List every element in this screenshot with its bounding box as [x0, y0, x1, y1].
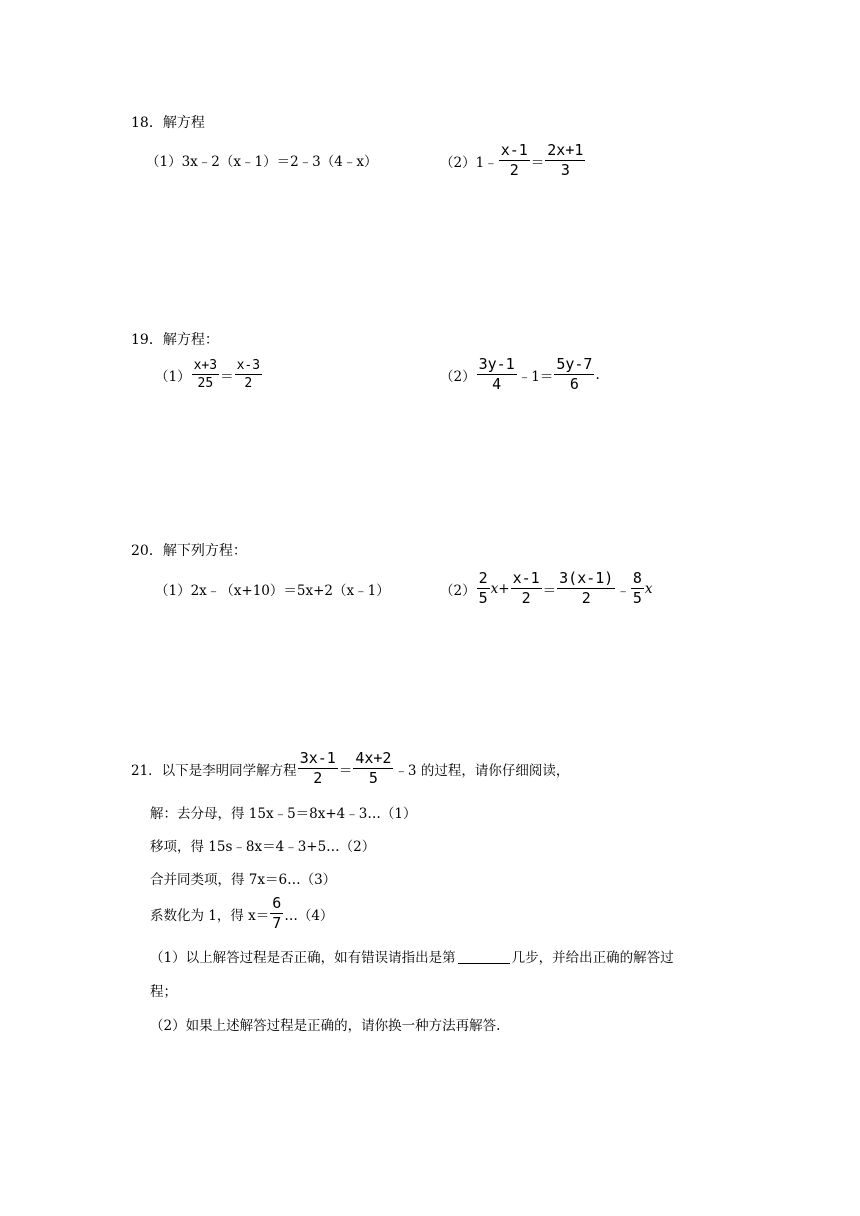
- numerator: 8: [632, 569, 642, 587]
- q19-part2: [440, 356, 600, 393]
- fraction: [298, 750, 338, 787]
- fraction: [631, 570, 644, 607]
- q19-part1: [155, 358, 263, 391]
- denominator: 5: [478, 589, 488, 607]
- numerator: x-1: [512, 569, 540, 587]
- q18-part1: （1）3x﹣2（x﹣1）＝2﹣3（4﹣x）: [146, 154, 378, 170]
- q21-title-prefix: 21．以下是李明同学解方程: [131, 762, 297, 779]
- fraction: [557, 570, 615, 607]
- denominator: 2: [244, 376, 253, 391]
- numerator: 2x+1: [547, 141, 584, 159]
- denominator: 6: [569, 375, 579, 393]
- fraction: [192, 358, 219, 391]
- period: .: [595, 366, 600, 383]
- denominator: 25: [197, 376, 214, 391]
- q21-step-2: 移项，得 15s﹣8x＝4﹣3+5…（2）: [150, 839, 376, 855]
- equals-sign: ＝: [338, 762, 353, 779]
- numerator: x+3: [193, 358, 218, 373]
- denominator: 4: [492, 375, 502, 393]
- q20-part2-prefix: （2）: [440, 582, 476, 599]
- question-21-title: [131, 750, 569, 787]
- q21-sub1-text-a: （1）以上解答过程是否正确，如有错误请指出是第: [150, 950, 456, 966]
- q19-part2-prefix: （2）: [440, 368, 476, 385]
- numerator: 3x-1: [299, 749, 336, 767]
- q21-subquestion-1-cont: 程；: [150, 984, 177, 1000]
- q21-step-4: [150, 895, 333, 932]
- denominator: 7: [272, 914, 282, 932]
- question-19-title: 19．解方程：: [131, 332, 219, 348]
- fraction: [511, 570, 542, 607]
- denominator: 5: [632, 589, 642, 607]
- fraction: [477, 570, 490, 607]
- fraction: [554, 356, 594, 393]
- numerator: 3y-1: [478, 355, 515, 373]
- q21-subquestion-2: （2）如果上述解答过程是正确的，请你换一种方法再解答.: [150, 1018, 501, 1034]
- q21-step-1: 解：去分母，得 15x﹣5＝8x+4﹣3…（1）: [150, 806, 417, 822]
- numerator: 5y-7: [556, 355, 593, 373]
- numerator: 3(x-1): [559, 569, 614, 587]
- denominator: 2: [581, 589, 591, 607]
- q18-part2-prefix: （2）1﹣: [440, 154, 498, 171]
- q18-part2: [440, 142, 586, 179]
- denominator: 2: [313, 769, 323, 787]
- variable-x: x: [644, 580, 653, 597]
- q19-part1-prefix: （1）: [155, 368, 191, 385]
- denominator: 2: [521, 589, 531, 607]
- denominator: 3: [560, 161, 570, 179]
- numerator: 6: [272, 894, 282, 912]
- question-20-title: 20．解下列方程：: [131, 543, 247, 559]
- q21-step-4-prefix: 系数化为 1，得 x＝: [150, 907, 270, 924]
- q19-part2-middle: ﹣1＝: [517, 368, 554, 385]
- numerator: x-3: [236, 358, 261, 373]
- fraction: [499, 142, 530, 179]
- q21-title-suffix: ﹣3 的过程，请你仔细阅读，: [394, 762, 570, 779]
- equals-sign: ＝: [530, 154, 545, 171]
- numerator: 4x+2: [355, 749, 392, 767]
- numerator: x-1: [500, 141, 528, 159]
- q20-part2: [440, 570, 653, 607]
- equals-sign: ＝: [542, 582, 557, 599]
- equals-sign: ＝: [220, 368, 234, 385]
- fraction: [270, 895, 283, 932]
- answer-blank[interactable]: [458, 948, 510, 964]
- numerator: 2: [478, 569, 488, 587]
- term-x-plus: x+: [490, 580, 510, 597]
- q21-step-3: 合并同类项，得 7x＝6…（3）: [150, 872, 337, 888]
- q21-subquestion-1: [150, 946, 674, 966]
- fraction: [353, 750, 393, 787]
- fraction: [235, 358, 262, 391]
- fraction: [545, 142, 585, 179]
- question-18-title: 18．解方程: [131, 115, 205, 131]
- fraction: [477, 356, 517, 393]
- minus-sign: ﹣: [616, 582, 630, 599]
- denominator: 2: [509, 161, 519, 179]
- q20-part1: （1）2x﹣（x+10）＝5x+2（x﹣1）: [155, 583, 390, 599]
- q21-sub1-text-b: 几步，并给出正确的解答过: [511, 950, 674, 966]
- denominator: 5: [368, 769, 378, 787]
- q21-step-4-suffix: …（4）: [284, 907, 334, 924]
